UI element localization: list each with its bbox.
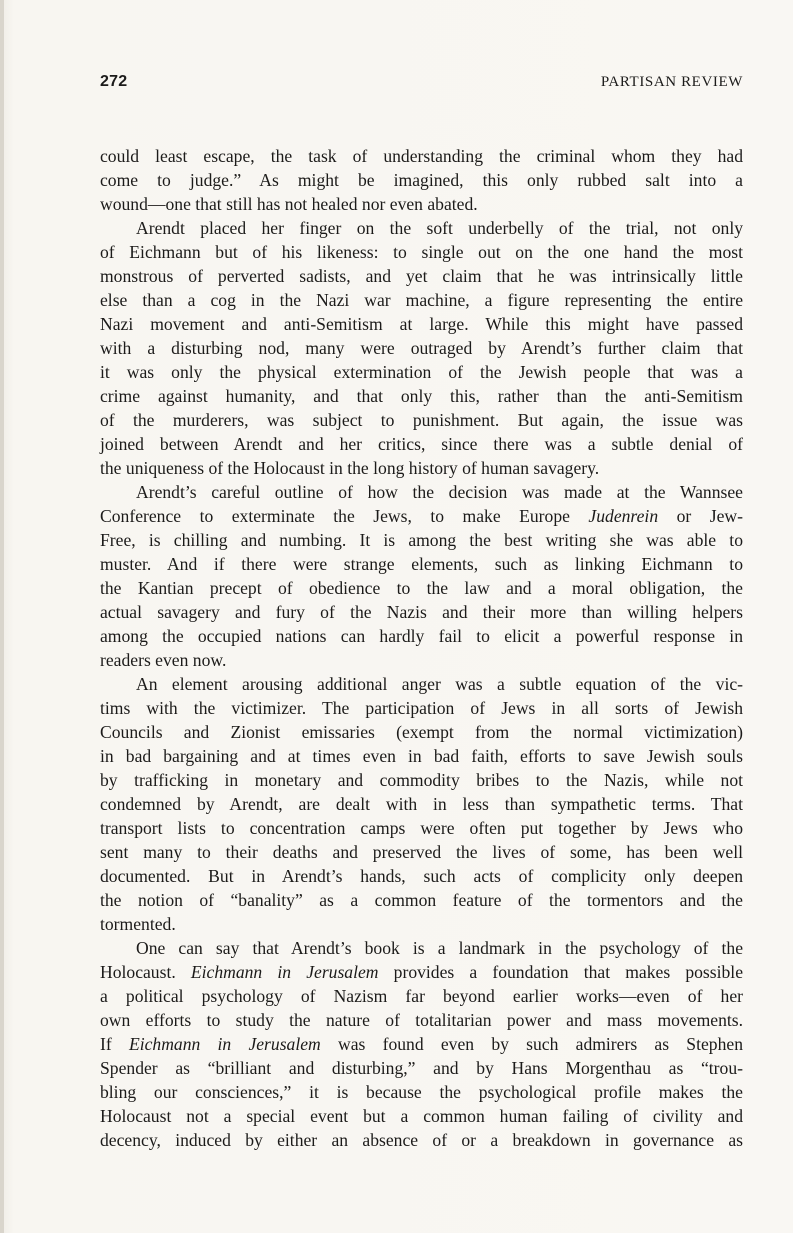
text-segment: come to judge.” As might be imagined, this only rubbed salt into a [100, 170, 743, 190]
text-segment: Arendt’s careful outline of how the decision was made at the Wannsee [136, 482, 743, 502]
text-segment: the notion of “banality” as a common feature of the tormentors and the [100, 890, 743, 910]
text-line [100, 144, 743, 168]
text-line [100, 960, 743, 984]
text-line [100, 1128, 743, 1152]
text-segment: tims with the victimizer. The participation of Jews in all sorts of Jewish [100, 698, 743, 718]
text-line [100, 744, 743, 768]
text-segment: of the murderers, was subject to punishment. But again, the issue was [100, 410, 743, 430]
text-segment: crime against humanity, and that only this, rather than the anti-Semitism [100, 386, 743, 406]
text-segment: condemned by Arendt, are dealt with in less than sympathetic terms. That [100, 794, 743, 814]
text-segment: of Eichmann but of his likeness: to single out on the one hand the most [100, 242, 743, 262]
text-line [100, 696, 743, 720]
text-line [100, 360, 743, 384]
text-line [100, 1056, 743, 1080]
text-segment: Councils and Zionist emissaries (exempt from the normal victimization) [100, 722, 743, 742]
text-segment: a political psychology of Nazism far beyond earlier works—even of her [100, 986, 743, 1006]
text-segment: transport lists to concentration camps were often put together by Jews who [100, 818, 743, 838]
text-segment: with a disturbing nod, many were outraged by Arendt’s further claim that [100, 338, 743, 358]
text-line [100, 888, 743, 912]
text-line [100, 1104, 743, 1128]
text-line [100, 384, 743, 408]
text-line [100, 864, 743, 888]
text-segment: Free, is chilling and numbing. It is among the best writing she was able to [100, 530, 743, 550]
text-segment: the uniqueness of the Holocaust in the long history of human savagery. [100, 458, 600, 478]
text-line [100, 600, 743, 624]
text-line [100, 936, 743, 960]
text-line [100, 336, 743, 360]
text-line [100, 1080, 743, 1104]
text-segment: the Kantian precept of obedience to the law and a moral obligation, the [100, 578, 743, 598]
text-segment: Holocaust not a special event but a common human failing of civility and [100, 1106, 743, 1126]
text-line [100, 672, 743, 696]
text-segment: own efforts to study the nature of totalitarian power and mass movements. [100, 1010, 743, 1030]
text-segment: Spender as “brilliant and disturbing,” and by Hans Morgenthau as “trou- [100, 1058, 743, 1078]
text-segment: sent many to their deaths and preserved the lives of some, has been well [100, 842, 743, 862]
text-line [100, 912, 743, 936]
text-line [100, 648, 743, 672]
text-segment: actual savagery and fury of the Nazis and their more than willing helpers [100, 602, 743, 622]
text-segment: muster. And if there were strange elements, such as linking Eichmann to [100, 554, 743, 574]
text-segment: by trafficking in monetary and commodity bribes to the Nazis, while not [100, 770, 743, 790]
text-line [100, 576, 743, 600]
text-segment: it was only the physical extermination of the Jewish people that was a [100, 362, 743, 382]
journal-title: PARTISAN REVIEW [600, 74, 743, 90]
text-line [100, 720, 743, 744]
text-line [100, 408, 743, 432]
text-line [100, 1032, 743, 1056]
text-line [100, 240, 743, 264]
page-gutter-shadow [0, 0, 4, 1233]
text-line [100, 840, 743, 864]
text-line [100, 552, 743, 576]
text-line [100, 168, 743, 192]
text-line [100, 504, 743, 528]
text-line [100, 432, 743, 456]
text-line [100, 624, 743, 648]
text-segment: Holocaust. [100, 962, 191, 982]
text-segment: among the occupied nations can hardly fail to elicit a powerful response in [100, 626, 743, 646]
text-segment: could least escape, the task of understanding the criminal whom they had [100, 146, 743, 166]
text-line [100, 216, 743, 240]
text-line [100, 480, 743, 504]
text-segment: An element arousing additional anger was a subtle equation of the vic- [136, 674, 743, 694]
text-segment: Nazi movement and anti-Semitism at large. While this might have passed [100, 314, 743, 334]
text-line [100, 528, 743, 552]
text-segment: wound—one that still has not healed nor even abated. [100, 194, 478, 214]
text-segment: readers even now. [100, 650, 227, 670]
text-segment: Conference to exterminate the Jews, to make Europe [100, 506, 589, 526]
italic-title: Eichmann in Jerusalem [128, 1034, 321, 1054]
page-number: 272 [100, 73, 128, 90]
article-body [100, 144, 743, 1152]
text-line [100, 792, 743, 816]
text-segment: documented. But in Arendt’s hands, such acts of complicity only deepen [100, 866, 743, 886]
text-segment: monstrous of perverted sadists, and yet claim that he was intrinsically little [100, 266, 743, 286]
text-line [100, 1008, 743, 1032]
text-line [100, 816, 743, 840]
text-segment: tormented. [100, 914, 176, 934]
text-line [100, 768, 743, 792]
text-segment: in bad bargaining and at times even in bad faith, efforts to save Jewish souls [100, 746, 743, 766]
text-line [100, 288, 743, 312]
text-line [100, 192, 743, 216]
italic-title: Eichmann in Jerusalem [190, 962, 379, 982]
text-line [100, 456, 743, 480]
text-segment: was found even by such admirers as Stephen [320, 1034, 743, 1054]
italic-title: Judenrein [588, 506, 659, 526]
text-segment: Arendt placed her finger on the soft underbelly of the trial, not only [136, 218, 743, 238]
text-segment: One can say that Arendt’s book is a landmark in the psychology of the [136, 938, 743, 958]
text-line [100, 312, 743, 336]
text-line [100, 984, 743, 1008]
text-segment: bling our consciences,” it is because the psychological profile makes the [100, 1082, 743, 1102]
text-segment: If [100, 1034, 129, 1054]
text-segment: or Jew- [658, 506, 743, 526]
text-line [100, 264, 743, 288]
text-segment: decency, induced by either an absence of or a breakdown in governance as [100, 1130, 743, 1150]
text-segment: else than a cog in the Nazi war machine, a figure representing the entire [100, 290, 743, 310]
running-head [100, 73, 743, 95]
text-segment: joined between Arendt and her critics, since there was a subtle denial of [100, 434, 743, 454]
text-segment: provides a foundation that makes possible [378, 962, 743, 982]
